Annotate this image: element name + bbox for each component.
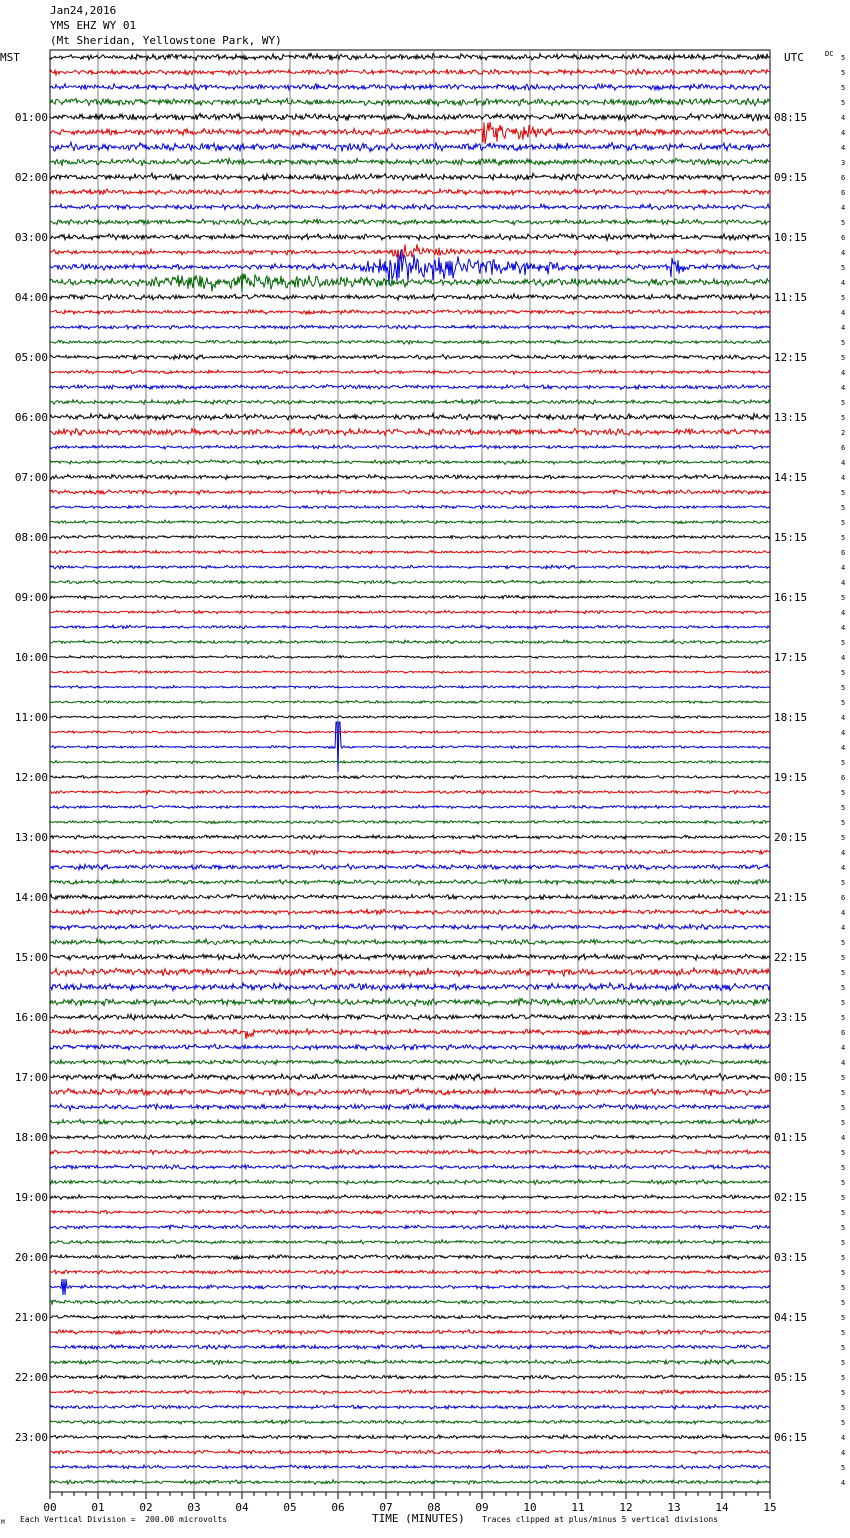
left-hour-label: 20:00 [14, 1251, 48, 1264]
dc-offset-label: 4 [841, 849, 846, 857]
chart-date: Jan24,2016 [50, 4, 117, 17]
dc-offset-label: 4 [841, 624, 846, 632]
footer-scale: Each Vertical Division = 200.00 microvolts [20, 1515, 228, 1524]
dc-offset-label: 4 [841, 744, 846, 752]
trace-line [50, 1300, 770, 1304]
trace-line [50, 580, 770, 584]
dc-offset-label: 5 [841, 1104, 846, 1112]
trace-line [50, 1165, 770, 1170]
dc-offset-label: 5 [841, 1329, 846, 1337]
dc-offset-label: 5 [841, 984, 846, 992]
trace-line [50, 173, 770, 181]
trace-line [50, 158, 770, 166]
dc-offset-label: 4 [841, 279, 846, 287]
trace-line [50, 1405, 770, 1409]
trace-line [50, 505, 770, 509]
dc-offset-label: 4 [841, 474, 846, 482]
right-hour-label: 17:15 [774, 651, 808, 664]
dc-offset-label: 4 [841, 324, 846, 332]
x-tick-label: 02 [139, 1501, 153, 1514]
dc-offset-label: 5 [841, 339, 846, 347]
trace-line [50, 1420, 770, 1424]
dc-offset-label: 5 [841, 1299, 846, 1307]
left-hour-label: 16:00 [14, 1011, 48, 1024]
trace-line [50, 325, 770, 329]
trace-line [50, 1390, 770, 1394]
trace-line [50, 219, 770, 225]
dc-offset-label: 5 [841, 1344, 846, 1352]
trace-line [50, 998, 770, 1006]
trace-line [50, 968, 770, 976]
trace-line [50, 939, 770, 945]
left-hour-label: 10:00 [14, 651, 48, 664]
right-timezone-label: UTC [784, 51, 804, 64]
right-hour-label: 20:15 [774, 831, 808, 844]
dc-offset-label: 5 [841, 834, 846, 842]
right-hour-label: 02:15 [774, 1191, 808, 1204]
x-axis-title: TIME (MINUTES) [372, 1512, 465, 1525]
trace-line [50, 294, 770, 300]
trace-line [50, 274, 770, 292]
x-tick-label: 15 [763, 1501, 777, 1514]
trace-line [50, 400, 770, 405]
dc-offset-label: 5 [841, 54, 846, 62]
right-hour-label: 14:15 [774, 471, 808, 484]
trace-line [50, 1044, 770, 1050]
dc-offset-label: 5 [841, 84, 846, 92]
trace-line [50, 820, 770, 824]
dc-offset-label: 2 [841, 429, 846, 437]
right-hour-label: 04:15 [774, 1311, 808, 1324]
x-tick-label: 01 [91, 1501, 105, 1514]
right-hour-label: 03:15 [774, 1251, 808, 1264]
trace-line [50, 370, 770, 374]
right-hour-label: 08:15 [774, 111, 808, 124]
trace-line [50, 1210, 770, 1215]
left-hour-label: 22:00 [14, 1371, 48, 1384]
trace-line [50, 1195, 770, 1200]
x-tick-label: 14 [715, 1501, 729, 1514]
trace-line [50, 850, 770, 855]
dc-offset-label: 5 [841, 819, 846, 827]
trace-line [50, 1270, 770, 1274]
right-hour-label: 15:15 [774, 531, 808, 544]
dc-offset-label: 4 [841, 114, 846, 122]
dc-offset-label: 5 [841, 1089, 846, 1097]
trace-line [50, 1060, 770, 1065]
dc-offset-label: 5 [841, 1254, 846, 1262]
trace-line [50, 716, 770, 719]
dc-offset-label: 5 [841, 639, 846, 647]
dc-offset-label: 5 [841, 1179, 846, 1187]
trace-line [50, 1315, 770, 1319]
trace-line [50, 1375, 770, 1379]
left-hour-label: 02:00 [14, 171, 48, 184]
dc-offset-label: 5 [841, 399, 846, 407]
trace-line [50, 640, 770, 644]
dc-offset-label: 4 [841, 564, 846, 572]
trace-line [50, 189, 770, 195]
dc-offset-label: 4 [841, 729, 846, 737]
dc-offset-label: 5 [841, 294, 846, 302]
trace-line [50, 864, 770, 870]
dc-offset-label: 5 [841, 354, 846, 362]
dc-offset-label: 4 [841, 1449, 846, 1457]
footer-clip: Traces clipped at plus/minus 5 vertical divisions [482, 1515, 719, 1524]
dc-offset-label: 3 [841, 159, 846, 167]
trace-line [50, 414, 770, 421]
trace-line [50, 954, 770, 960]
trace-line [50, 1089, 770, 1097]
trace-line [50, 234, 770, 241]
trace-line [50, 879, 770, 885]
trace-line [50, 310, 770, 315]
trace-line [50, 535, 770, 539]
trace-line [50, 565, 770, 569]
trace-line [50, 428, 770, 435]
right-hour-label: 00:15 [774, 1071, 808, 1084]
trace-line [50, 625, 770, 629]
dc-offset-label: 6 [841, 894, 846, 902]
trace-line [50, 354, 770, 359]
trace-line [50, 1180, 770, 1185]
dc-offset-label: 5 [841, 489, 846, 497]
dc-offset-label: 5 [841, 1419, 846, 1427]
dc-offset-label: 4 [841, 369, 846, 377]
dc-offset-label: 5 [841, 534, 846, 542]
dc-offset-label: 4 [841, 909, 846, 917]
trace-line [50, 835, 770, 839]
dc-offset-label: 5 [841, 804, 846, 812]
trace-line [50, 84, 770, 90]
trace-line [50, 610, 770, 614]
dc-offset-label: 5 [841, 1374, 846, 1382]
dc-offset-label: 5 [841, 939, 846, 947]
dc-offset-label: 6 [841, 444, 846, 452]
right-hour-label: 16:15 [774, 591, 808, 604]
right-hour-label: 23:15 [774, 1011, 808, 1024]
trace-line [50, 53, 770, 60]
left-hour-label: 17:00 [14, 1071, 48, 1084]
trace-line [50, 1225, 770, 1229]
dc-offset-label: 5 [841, 99, 846, 107]
right-hour-label: 12:15 [774, 351, 808, 364]
left-hour-label: 12:00 [14, 771, 48, 784]
x-tick-label: 10 [523, 1501, 537, 1514]
x-tick-label: 04 [235, 1501, 249, 1514]
trace-line [50, 520, 770, 524]
dc-offset-label: 4 [841, 714, 846, 722]
trace-line [50, 142, 770, 151]
trace-line [50, 730, 770, 733]
footer-mark: M [1, 1519, 5, 1526]
dc-offset-label: 4 [841, 1434, 846, 1442]
dc-offset-label: 4 [841, 1059, 846, 1067]
trace-line [50, 1465, 770, 1469]
right-hour-label: 21:15 [774, 891, 808, 904]
dc-offset-label: 4 [841, 309, 846, 317]
trace-line [50, 1104, 770, 1110]
dc-offset-label: 5 [841, 69, 846, 77]
left-hour-label: 08:00 [14, 531, 48, 544]
right-hour-label: 06:15 [774, 1431, 808, 1444]
trace-line [50, 445, 770, 449]
trace-line [50, 1240, 770, 1244]
x-tick-label: 11 [571, 1501, 585, 1514]
dc-offset-label: 5 [841, 1314, 846, 1322]
left-hour-label: 03:00 [14, 231, 48, 244]
dc-offset-label: 5 [841, 219, 846, 227]
dc-offset-label: 4 [841, 1479, 846, 1487]
dc-offset-label: 5 [841, 1119, 846, 1127]
trace-line [50, 1014, 770, 1020]
right-hour-label: 09:15 [774, 171, 808, 184]
dc-offset-label: 6 [841, 1029, 846, 1037]
trace-line [50, 722, 770, 772]
left-hour-label: 14:00 [14, 891, 48, 904]
trace-line [50, 656, 770, 659]
dc-offset-label: 5 [841, 594, 846, 602]
left-hour-label: 19:00 [14, 1191, 48, 1204]
dc-offset-label: 5 [841, 969, 846, 977]
dc-offset-label: 4 [841, 1134, 846, 1142]
trace-line [50, 700, 770, 703]
dc-offset-label: 5 [841, 504, 846, 512]
dc-offset-label: 5 [841, 414, 846, 422]
left-hour-label: 21:00 [14, 1311, 48, 1324]
trace-line [50, 460, 770, 465]
dc-offset-label: 4 [841, 864, 846, 872]
dc-offset-label: 5 [841, 1269, 846, 1277]
trace-line [50, 760, 770, 763]
trace-line [50, 790, 770, 793]
dc-offset-label: 6 [841, 189, 846, 197]
dc-offset-label: 5 [841, 1404, 846, 1412]
x-tick-label: 09 [475, 1501, 489, 1514]
left-timezone-label: MST [0, 51, 20, 64]
left-hour-label: 06:00 [14, 411, 48, 424]
trace-line [50, 490, 770, 495]
trace-line [50, 1255, 770, 1260]
trace-line [50, 1279, 770, 1295]
trace-line [50, 894, 770, 900]
trace-line [50, 1360, 770, 1365]
dc-offset-label: 6 [841, 174, 846, 182]
trace-line [50, 550, 770, 554]
left-hour-label: 23:00 [14, 1431, 48, 1444]
dc-offset-label: 4 [841, 384, 846, 392]
trace-line [50, 244, 770, 262]
trace-line [50, 204, 770, 210]
trace-line [50, 685, 770, 688]
dc-offset-label: 4 [841, 459, 846, 467]
dc-offset-label: 4 [841, 204, 846, 212]
left-hour-label: 15:00 [14, 951, 48, 964]
x-tick-label: 03 [187, 1501, 201, 1514]
dc-offset-label: 4 [841, 249, 846, 257]
trace-line [50, 775, 770, 779]
trace-line [50, 385, 770, 390]
x-tick-label: 07 [379, 1501, 393, 1514]
trace-line [50, 1330, 770, 1335]
dc-offset-label: 5 [841, 1209, 846, 1217]
dc-offset-label: 6 [841, 774, 846, 782]
dc-offset-label: 4 [841, 129, 846, 137]
right-hour-label: 13:15 [774, 411, 808, 424]
dc-offset-label: 5 [841, 519, 846, 527]
trace-line [50, 909, 770, 914]
trace-line [50, 805, 770, 809]
dc-offset-label: 5 [841, 789, 846, 797]
trace-line [50, 595, 770, 599]
dc-offset-label: 5 [841, 1284, 846, 1292]
left-hour-label: 07:00 [14, 471, 48, 484]
chart-station: YMS EHZ WY 01 [50, 19, 137, 32]
trace-line [50, 1135, 770, 1140]
dc-offset-label: 4 [841, 924, 846, 932]
left-hour-label: 09:00 [14, 591, 48, 604]
trace-line [50, 1119, 770, 1125]
trace-line [50, 1029, 770, 1039]
dc-offset-label: 6 [841, 549, 846, 557]
dc-offset-label: 4 [841, 144, 846, 152]
left-hour-label: 18:00 [14, 1131, 48, 1144]
dc-label: DC [825, 50, 834, 58]
right-hour-label: 01:15 [774, 1131, 808, 1144]
dc-offset-label: 5 [841, 1074, 846, 1082]
left-hour-label: 13:00 [14, 831, 48, 844]
dc-offset-label: 5 [841, 1239, 846, 1247]
trace-line [50, 250, 770, 285]
trace-line [50, 98, 770, 106]
left-hour-label: 04:00 [14, 291, 48, 304]
x-tick-label: 08 [427, 1501, 441, 1514]
trace-line [50, 122, 770, 144]
x-tick-label: 00 [43, 1501, 57, 1514]
dc-offset-label: 5 [841, 1164, 846, 1172]
trace-line [50, 924, 770, 929]
x-tick-label: 06 [331, 1501, 345, 1514]
dc-offset-label: 5 [841, 1389, 846, 1397]
dc-offset-label: 5 [841, 684, 846, 692]
right-hour-label: 18:15 [774, 711, 808, 724]
dc-offset-label: 5 [841, 1224, 846, 1232]
dc-offset-label: 5 [841, 1014, 846, 1022]
dc-offset-label: 5 [841, 999, 846, 1007]
right-hour-label: 11:15 [774, 291, 808, 304]
trace-line [50, 671, 770, 674]
right-hour-label: 10:15 [774, 231, 808, 244]
dc-offset-label: 4 [841, 579, 846, 587]
dc-offset-label: 5 [841, 1359, 846, 1367]
dc-offset-label: 5 [841, 1149, 846, 1157]
dc-offset-label: 4 [841, 609, 846, 617]
dc-offset-label: 5 [841, 879, 846, 887]
trace-line [50, 340, 770, 344]
trace-line [50, 1435, 770, 1439]
dc-offset-label: 5 [841, 1194, 846, 1202]
trace-line [50, 1450, 770, 1454]
right-hour-label: 19:15 [774, 771, 808, 784]
x-tick-label: 13 [667, 1501, 681, 1514]
x-tick-label: 12 [619, 1501, 633, 1514]
x-tick-label: 05 [283, 1501, 297, 1514]
dc-offset-label: 5 [841, 954, 846, 962]
dc-offset-label: 5 [841, 759, 846, 767]
dc-offset-label: 4 [841, 1044, 846, 1052]
dc-offset-label: 6 [841, 234, 846, 242]
dc-offset-label: 5 [841, 264, 846, 272]
right-hour-label: 05:15 [774, 1371, 808, 1384]
right-hour-label: 22:15 [774, 951, 808, 964]
dc-offset-label: 4 [841, 654, 846, 662]
left-hour-label: 01:00 [14, 111, 48, 124]
left-hour-label: 11:00 [14, 711, 48, 724]
dc-offset-label: 5 [841, 669, 846, 677]
chart-location: (Mt Sheridan, Yellowstone Park, WY) [50, 34, 282, 47]
trace-line [50, 69, 770, 75]
trace-line [50, 983, 770, 991]
trace-line [50, 1074, 770, 1081]
trace-line [50, 1149, 770, 1154]
dc-offset-label: 5 [841, 699, 846, 707]
dc-offset-label: 5 [841, 1464, 846, 1472]
left-hour-label: 05:00 [14, 351, 48, 364]
trace-line [50, 474, 770, 479]
trace-line [50, 1480, 770, 1485]
trace-line [50, 1345, 770, 1350]
trace-line [50, 113, 770, 121]
